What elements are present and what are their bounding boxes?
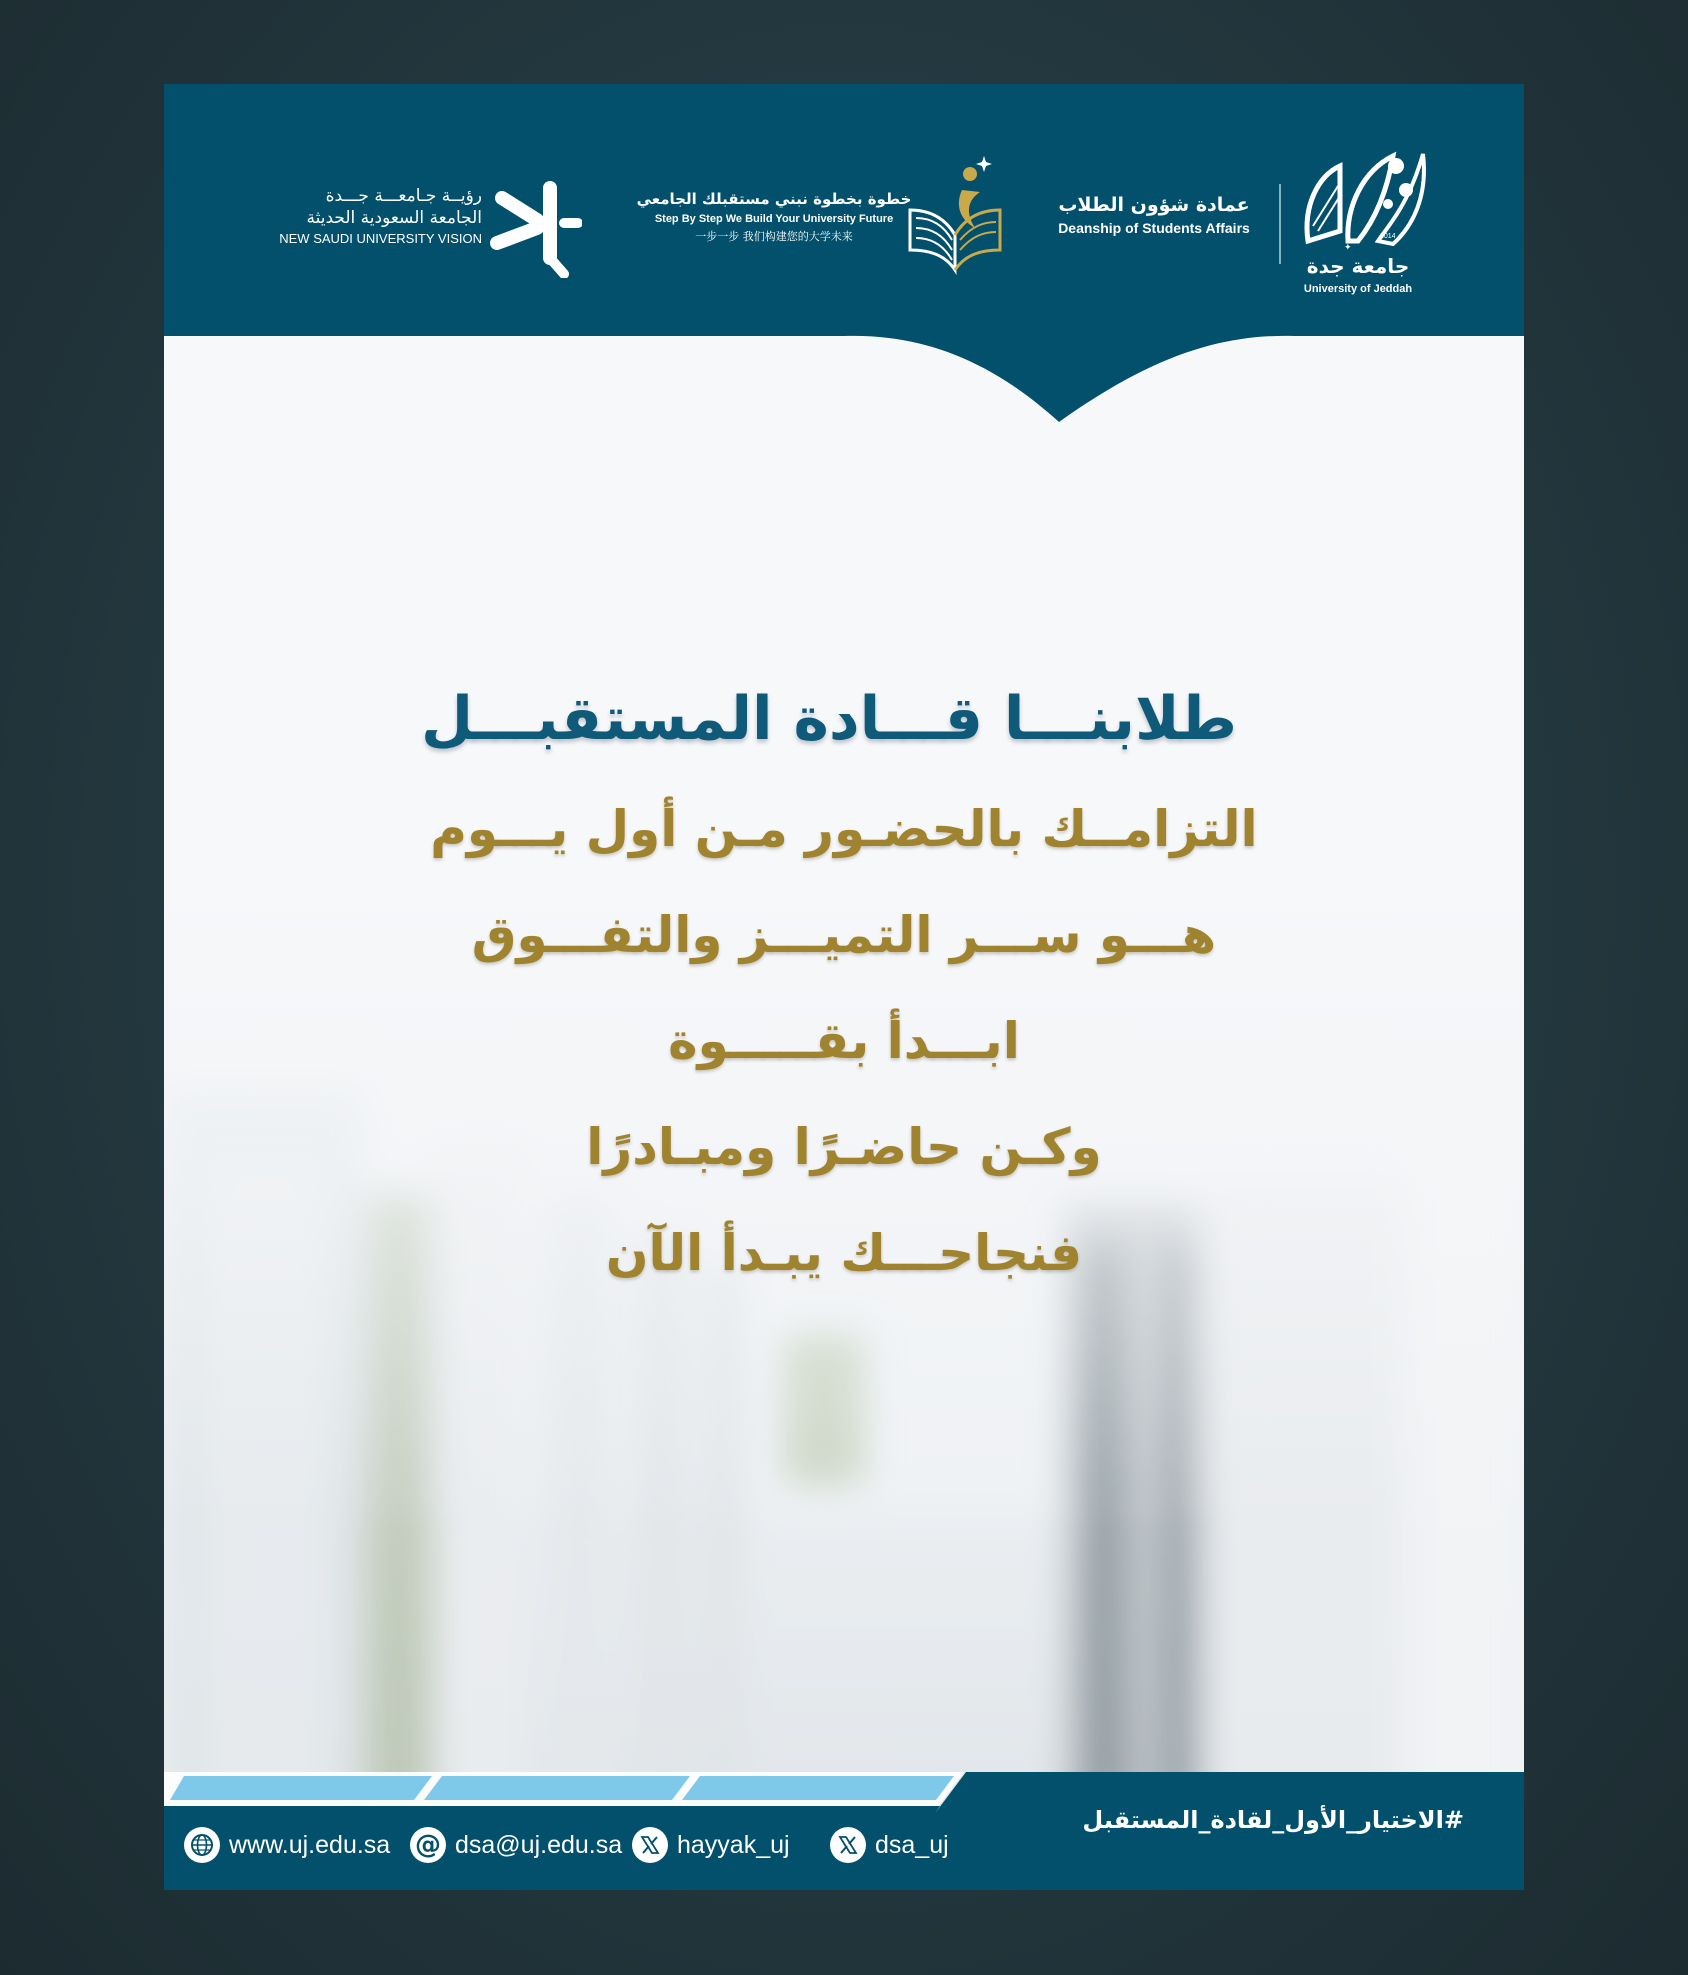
university-emblem-icon [1278,146,1438,251]
x-handle-hayyak: hayyak_uj [677,1830,790,1859]
step-by-step-slogan [614,190,934,244]
university-name-ar: جامعة جدة [1306,254,1410,278]
x-account-dsa-link[interactable] [830,1826,949,1864]
vision-logo-icon [482,168,582,278]
globe-icon [184,1827,220,1863]
svg-text:✦: ✦ [1344,242,1352,251]
header-divider [1279,184,1281,264]
slogan-en: Step By Step We Build Your University Future [654,213,894,225]
university-year: 2014 [1380,233,1396,240]
headline: طلابنـــا قـــادة المستقبـــل [420,684,1238,754]
hashtag: #الاختيار_الأول_لقادة_المستقبل [1082,1806,1464,1834]
website-link[interactable] [184,1826,390,1864]
slogan-ar: خطوة بخطوة نبني مستقبلك الجامعي [636,190,912,208]
vision-label [242,186,482,246]
deanship-label [1044,194,1264,236]
message-line-4: وكـن حاضـرًا ومبـادرًا [586,1118,1102,1176]
message-line-1: التزامــك بالحضـور مـن أول يـــوم [430,800,1258,858]
website-text: www.uj.edu.sa [229,1830,391,1859]
x-icon [830,1827,866,1863]
poster [164,84,1524,1890]
email-text: dsa@uj.edu.sa [455,1830,623,1859]
at-icon: @ [410,1827,446,1863]
vision-line2-ar: الجامعة السعودية الحديثة [306,208,482,228]
message-line-2: هـــو ســـر التميـــز والتفـــوق [471,906,1217,964]
vision-line1-ar: رؤيــة جـامعـــة جـــدة [325,186,482,206]
deanship-name-en: Deanship of Students Affairs [1058,220,1250,236]
message-line-3: ابـــدأ بقـــــوة [668,1012,1020,1070]
university-logo [1278,146,1438,306]
message-line-5: فنجاحـــك يبـدأ الآن [605,1224,1083,1282]
slogan-cn: 一步一步 我们构建您的大学未来 [695,230,853,243]
deanship-name-ar: عمادة شؤون الطلاب [1058,194,1250,216]
email-link[interactable] [410,1826,622,1864]
x-handle-dsa: dsa_uj [875,1830,949,1859]
university-name-en: University of Jeddah [1303,283,1413,295]
x-account-hayyak-link[interactable] [632,1826,790,1864]
vision-line-en: NEW SAUDI UNIVERSITY VISION [279,231,482,246]
x-icon [632,1827,668,1863]
